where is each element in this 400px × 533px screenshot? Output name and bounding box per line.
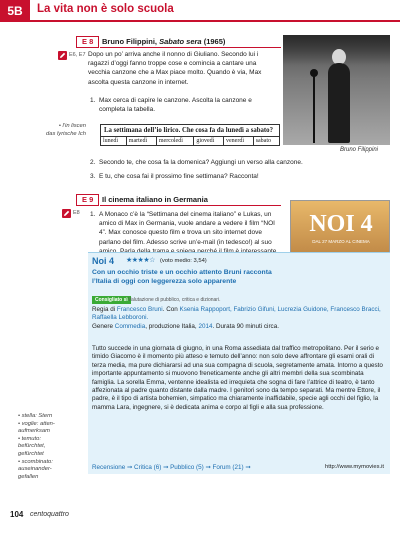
recommended-badge: Consigliato sì: [92, 296, 131, 304]
review-links[interactable]: Recensione ➞ Critica (6) ➞ Pubblico (5) ➞ Forum (21) ➞: [92, 464, 251, 471]
source-url[interactable]: http://www.mymovies.it: [325, 464, 384, 470]
task3-number: 3.: [90, 173, 96, 180]
pencil-icon: [58, 51, 67, 60]
page-header: [0, 0, 400, 22]
table-cell-friday: venerdì: [224, 137, 254, 146]
review-lead: Con un occhio triste e un occhio attento Bruni racconta l’Italia di oggi con leggerezza solo apparente: [92, 269, 272, 285]
recommended-note: Valutazione di pubblico, critica e dizionari.: [128, 297, 221, 303]
task1-text: Max cerca di capire le canzone. Ascolta la canzone e completa la tabella.: [99, 97, 252, 114]
section-e9-ref: E8: [73, 210, 80, 216]
sidenote-vocabulary: • stella: Stern • voglie: atten- aufmerksam • temuto: befürchtet, gefürchtet • scombinato: auseinander- gefallen: [18, 413, 55, 480]
unit-title: La vita non è solo scuola: [37, 3, 174, 15]
header-rule: [30, 20, 400, 22]
year-link[interactable]: 2014: [198, 322, 213, 330]
table-cell-tuesday: martedì: [126, 137, 156, 146]
section-e8-badge: E 8: [76, 36, 99, 48]
unit-number: 5B: [0, 0, 30, 22]
review-plot: Tutto succede in una giornata di giugno, in una Roma assediata dal traffico metropolitano. Per il serio e timido Giacomo è il momento più atteso e temuto dell’anno: non solo deve affrontare gli esami orali di terza media, ma pure dichiararsi ad una sua compagna di scuola, segretamente amata. Intorno a questo importante appuntamento si muovono freneticamente anche gli altri membri della sua scombinata famiglia. La sorella Emma, ventenne idealista ed irrequieta che sogna di fare l’attrice di teatro, è tanto affezionata al padre quanto distante dalla madre. I genitori sono da tempo separati. Ma mentre Ettore, il padre, è il tipo di artista bohemien, simpatico ma chiaramente inaffidabile, specie agli occhi del figlio, la mamma Lara, ingegnere, si è dedicata anima e corpo al figli e alla sua professione.: [92, 345, 383, 411]
table-cell-monday: lunedì: [101, 137, 127, 146]
singer-photo: [283, 35, 390, 145]
section-e9-rule: [100, 205, 281, 206]
section-e8-rule: [100, 47, 281, 48]
genre-link[interactable]: Commedia: [114, 322, 146, 330]
week-table: [100, 124, 280, 146]
task2-text: Secondo te, che cosa fa la domenica? Aggiungi un verso alla canzone.: [99, 159, 303, 166]
cast-links[interactable]: Ksenia Rappoport, Fabrizio Gifuni, Lucrezia Guidone, Francesco Bracci, Raffaella Lebboroni.: [92, 306, 381, 322]
task1-number: 1.: [90, 97, 96, 104]
e9-task1-text: A Monaco c’è la “Settimana del cinema italiano” e Lukas, un amico di Max in Germania, vuole andare a vedere il film “NOI 4”. Max conosce questo film e trova un sito internet dove parlano del film. Adesso scrive un’e-mail (in tedesco!) al suo: [99, 211, 275, 246]
section-e9-heading: [76, 194, 281, 207]
section-e8-title: Bruno Filippini, Sabato sera (1965): [102, 37, 226, 46]
pencil-icon: [62, 209, 71, 218]
photo-caption: Bruno Filippini: [340, 147, 379, 153]
section-e8-intro: Dopo un po’ arriva anche il nonno di Giuliano. Secondo lui i ragazzi d’oggi fanno troppe cose e comincia a cantare una vecchia canzone che a Max piace molto. Quando è via, Max ascolta questa canzone in internet.: [88, 51, 262, 86]
table-cell-thursday: giovedì: [194, 137, 224, 146]
section-e9-title: Il cinema italiano in Germania: [102, 195, 208, 204]
review-box: [88, 252, 390, 474]
page-number: 104: [10, 510, 24, 519]
review-title: Noi 4: [92, 256, 115, 266]
review-credits: Regia di Francesco Bruni. Con Ksenia Rappoport, Fabrizio Gifuni, Lucrezia Guidone, Francesco Bracci, Raffaella Lebboroni. Genere Commedia, produzione Italia, 2014. Durata 90 minuti circa.: [92, 306, 381, 330]
section-e8-heading: [76, 36, 281, 49]
table-cell-saturday: sabato: [253, 137, 279, 146]
director-link[interactable]: Francesco Bruni: [116, 306, 163, 313]
review-rating: (voto medio: 3,54): [160, 258, 207, 264]
section-e8-ref: E6, E7: [69, 52, 86, 58]
page-number-word: centoquattro: [30, 511, 69, 518]
review-stars: ★★★★☆: [126, 257, 155, 264]
e9-task1-number: 1.: [90, 211, 96, 218]
poster-subtitle: DAL 27 MARZO AL CINEMA: [312, 239, 370, 244]
task2-number: 2.: [90, 159, 96, 166]
sidenote-io-lirico: • l’in liscen das lyrische Ich: [46, 123, 86, 137]
week-table-title: La settimana dell’io lirico. Che cosa fa da lunedì a sabato?: [101, 125, 280, 137]
table-cell-wednesday: mercoledì: [156, 137, 193, 146]
task3-text: E tu, che cosa fai il prossimo fine settimana? Racconta!: [99, 173, 259, 180]
poster-title: NOI 4: [309, 211, 373, 237]
section-e9-badge: E 9: [76, 194, 99, 206]
